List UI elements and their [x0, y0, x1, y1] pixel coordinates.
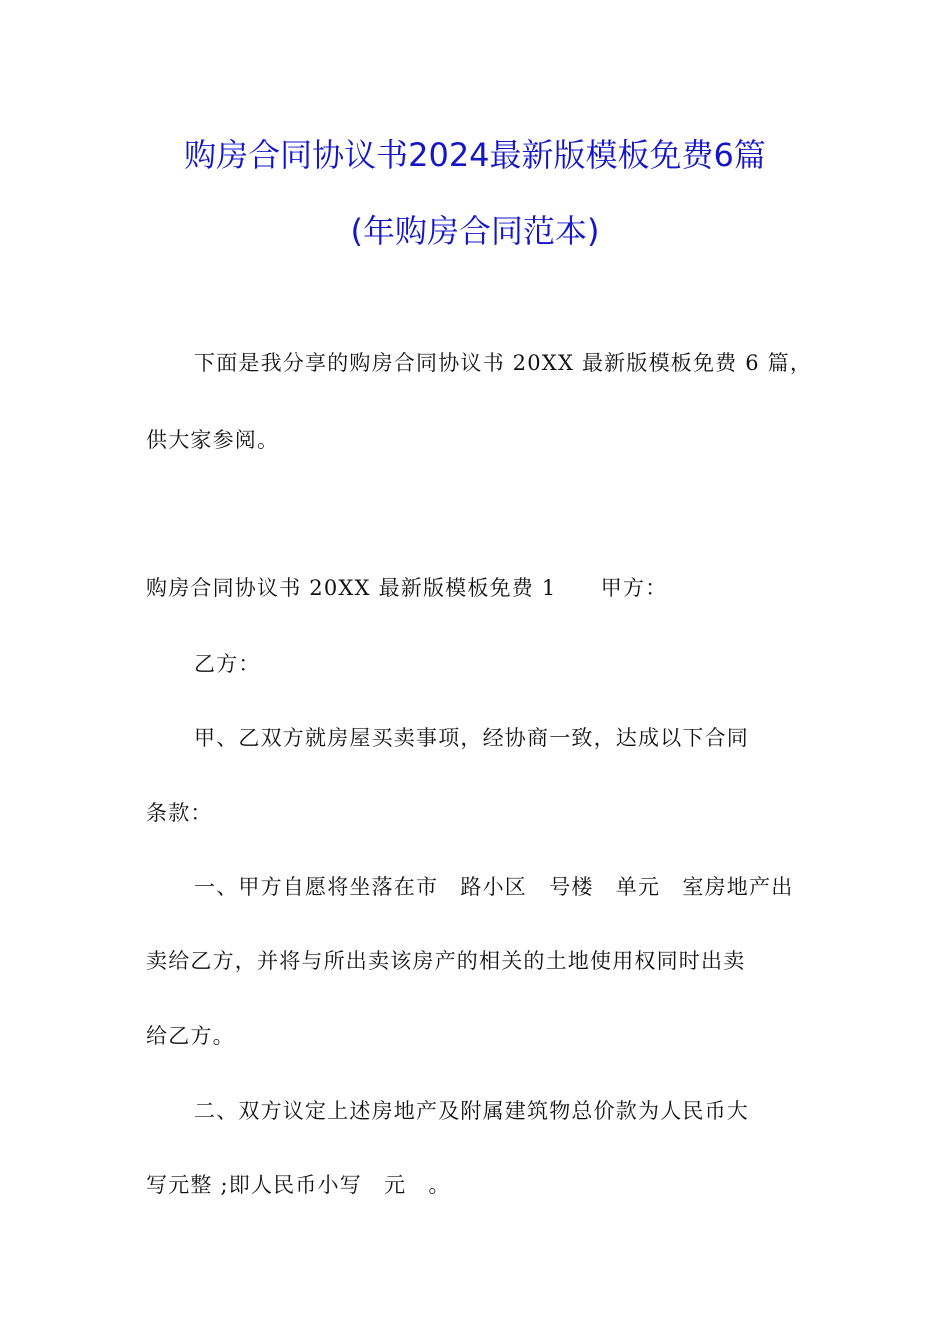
- intro-line-2: 供大家参阅。: [146, 428, 280, 452]
- paragraph-2-line-1: 一、甲方自愿将坐落在市 路小区 号楼 单元 室房地产出: [194, 875, 794, 899]
- paragraph-2-line-2: 卖给乙方，并将与所出卖该房产的相关的土地使用权同时出卖: [146, 949, 746, 973]
- intro-line-1: 下面是我分享的购房合同协议书 20XX 最新版模板免费 6 篇，: [194, 351, 813, 375]
- section-heading: 购房合同协议书 20XX 最新版模板免费 1 甲方：: [146, 576, 668, 600]
- party-b-line: 乙方：: [194, 652, 261, 676]
- paragraph-3-line-2: 写元整 ;即人民币小写 元 。: [146, 1173, 451, 1197]
- paragraph-1-line-2: 条款：: [146, 801, 213, 825]
- paragraph-2-line-3: 给乙方。: [146, 1024, 235, 1048]
- paragraph-3-line-1: 二、双方议定上述房地产及附属建筑物总价款为人民币大: [194, 1099, 749, 1123]
- paragraph-1-line-1: 甲、乙双方就房屋买卖事项，经协商一致，达成以下合同: [194, 726, 749, 750]
- document-title-line-2: (年购房合同范本): [350, 212, 600, 250]
- document-title-line-1: 购房合同协议书2024最新版模板免费6篇: [184, 136, 766, 174]
